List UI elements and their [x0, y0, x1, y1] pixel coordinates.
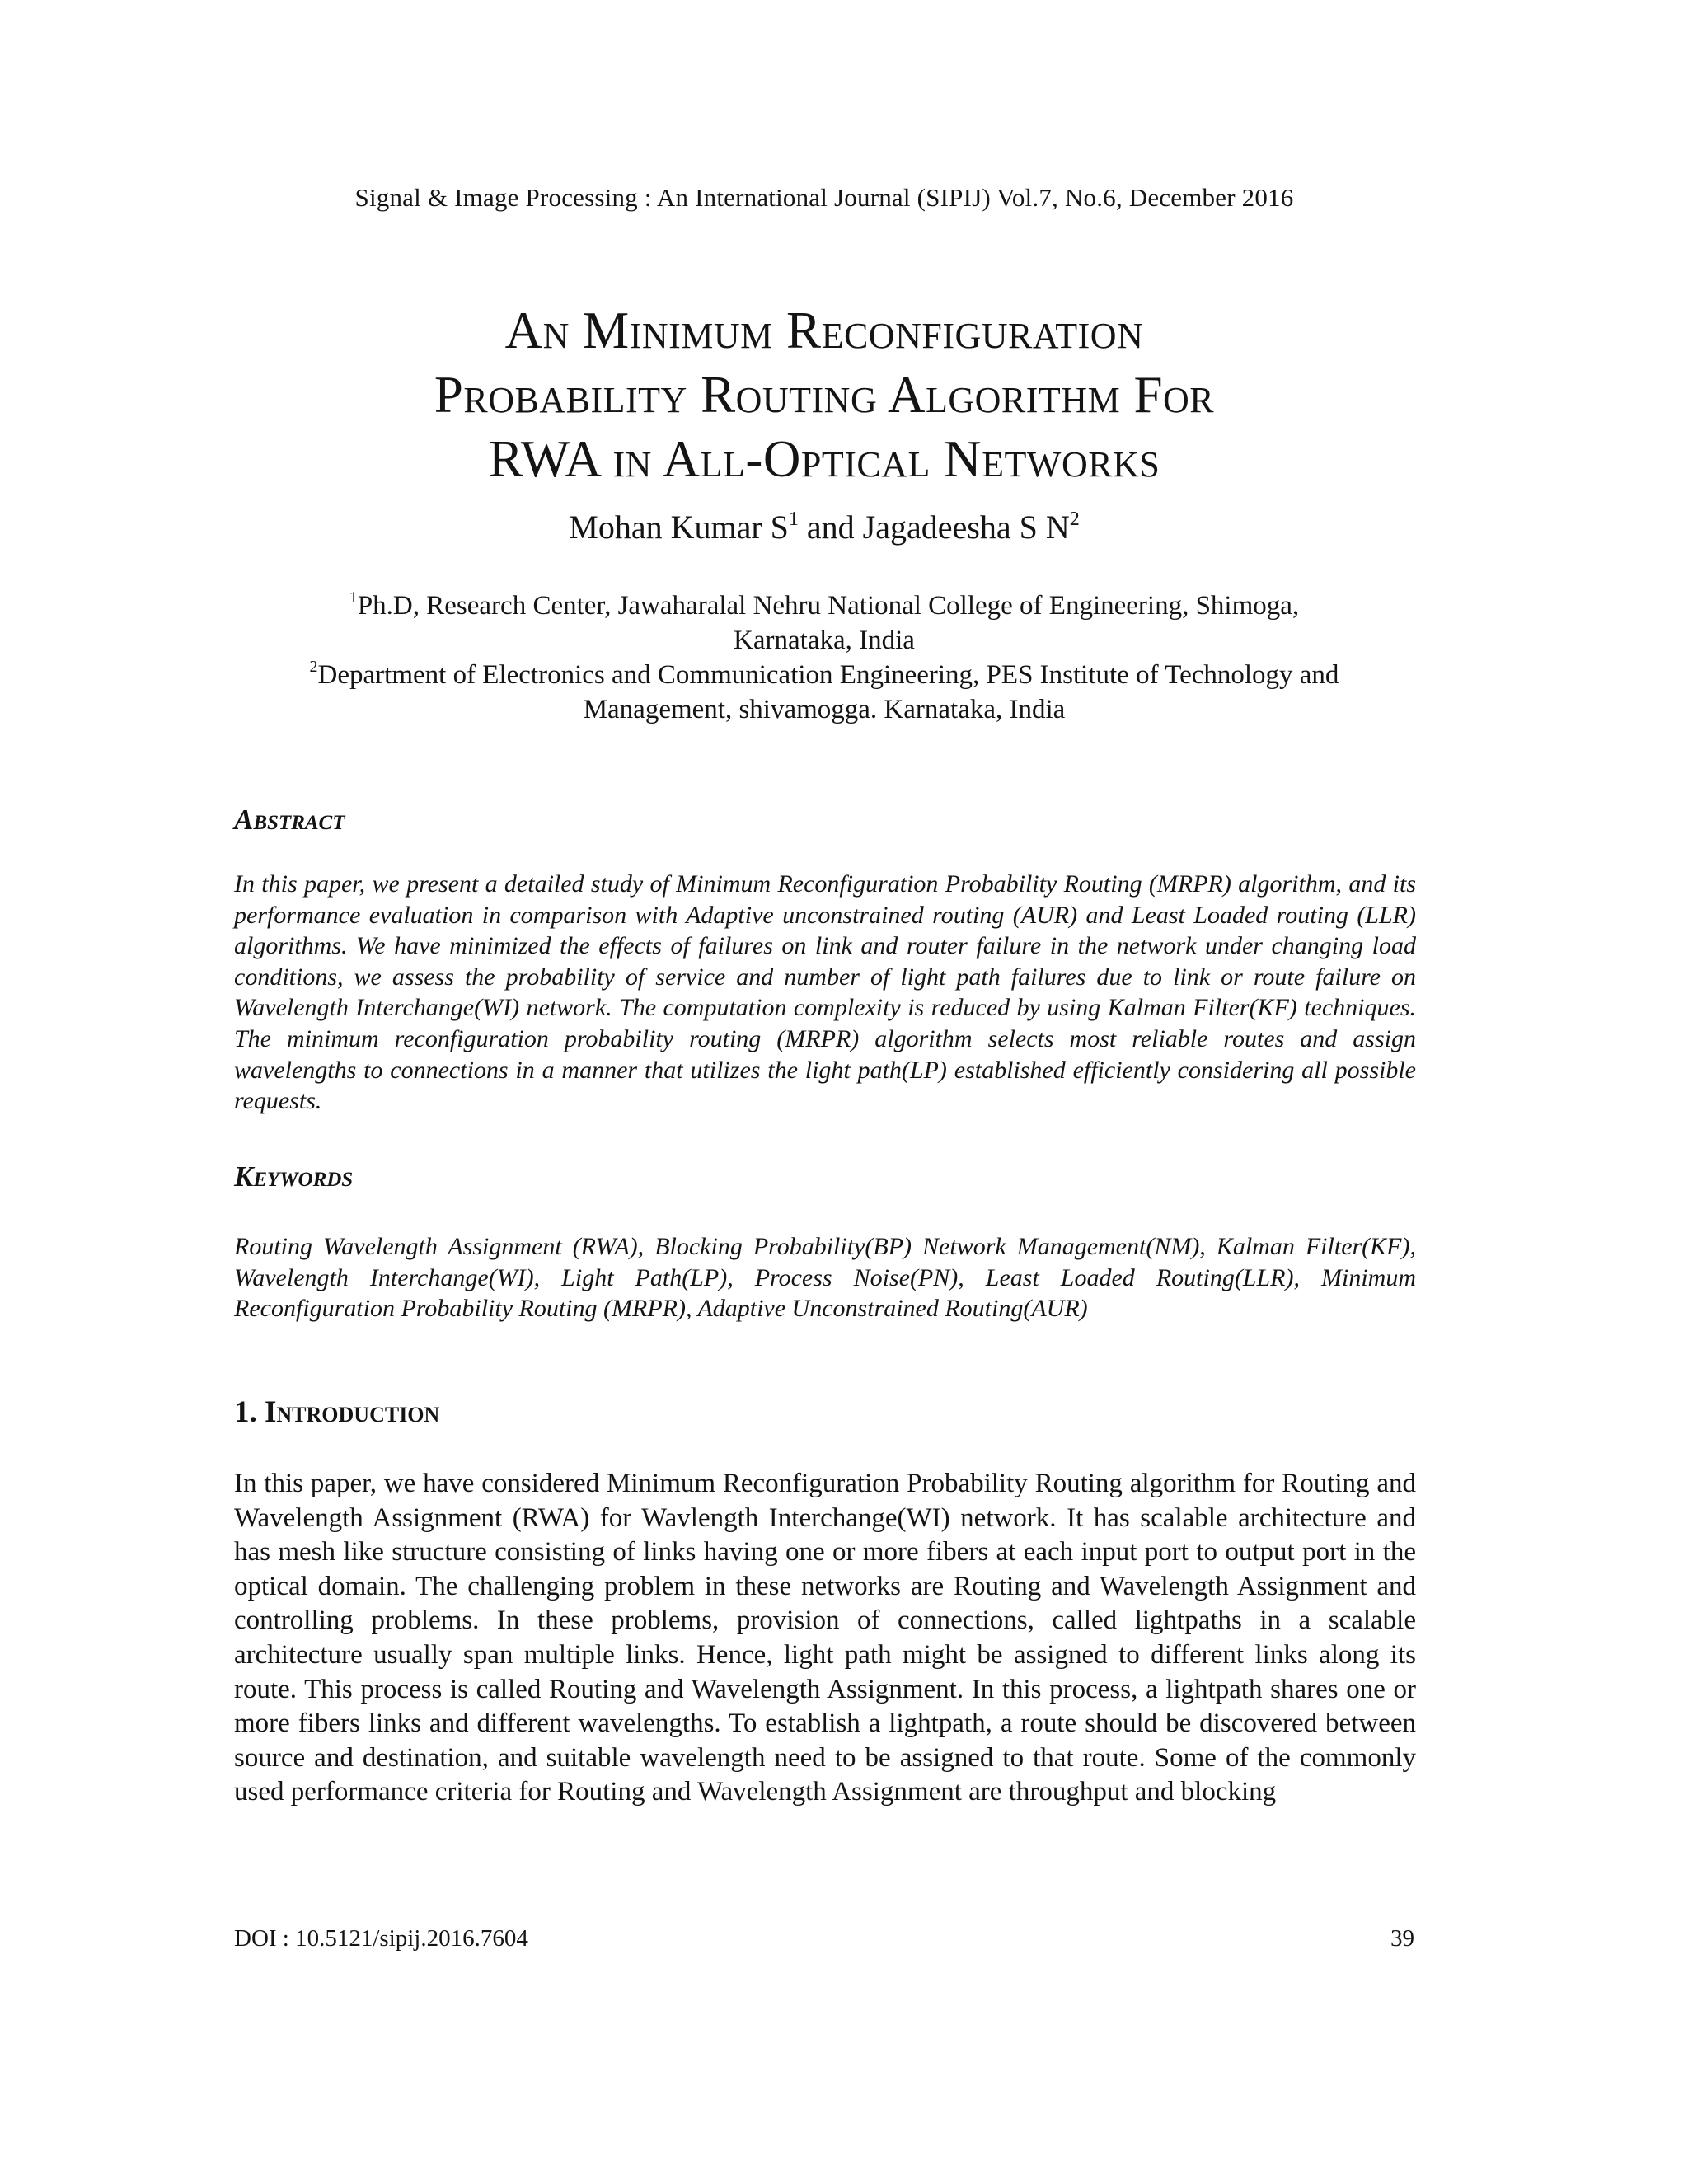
author-conjunction: and — [806, 509, 855, 546]
author-2-name: Jagadeesha S N — [862, 509, 1070, 546]
title-line-1: An Minimum Reconfiguration — [504, 302, 1144, 359]
footer-doi: DOI : 10.5121/sipij.2016.7604 — [234, 1925, 528, 1952]
running-header: Signal & Image Processing : An International Journal (SIPIJ) Vol.7, No.6, December 2016 — [354, 183, 1294, 212]
affiliation-2-marker: 2 — [309, 658, 318, 676]
abstract-heading: Abstract — [234, 804, 345, 836]
affiliations — [198, 588, 1451, 727]
author-1-name: Mohan Kumar S — [569, 509, 789, 546]
affiliation-1-line-2: Karnataka, India — [734, 626, 915, 655]
page-number: 39 — [1390, 1925, 1414, 1952]
affiliation-1-line-1: Ph.D, Research Center, Jawaharalal Nehru National College of Engineering, Shimoga, — [357, 591, 1300, 621]
affiliation-2-line-2: Management, shivamogga. Karnataka, India — [583, 695, 1066, 724]
paper-title — [165, 298, 1484, 491]
affiliation-1-marker: 1 — [349, 588, 358, 607]
author-2-marker: 2 — [1069, 509, 1080, 530]
author-1-marker: 1 — [788, 509, 799, 530]
affiliation-1 — [198, 588, 1451, 623]
title-line-3: RWA in All-Optical Networks — [488, 430, 1160, 488]
author-list — [0, 508, 1648, 546]
keywords-text: Routing Wavelength Assignment (RWA), Blocking Probability(BP) Network Management(NM), Kalman Filter(KF), Wavelength Interchange(WI), Light Path(LP), Process Noise(PN), Least Loaded Routing(LLR), Minimum Reconfiguration Probability Routing (MRPR), Adaptive Unconstrained Routing(AUR) — [234, 1233, 1416, 1323]
affiliation-2 — [198, 658, 1451, 692]
keywords-heading: Keywords — [234, 1160, 354, 1193]
introduction-text: In this paper, we have considered Minimum Reconfiguration Probability Routing algorithm for Routing and Wavelength Assignment (RWA) for Wavlength Interchange(WI) network. It has scalable architecture and has mesh like structure consisting of links having one or more fibers at each input port to output port in the optical domain. The challenging problem in these networks are Routing and Wavelength Assignment and controlling problems. In these problems, provision of connections, called lightpaths in a scalable architecture usually span multiple links. Hence, light path might be assigned to different links along its route. This process is called Routing and Wavelength Assignment. In this process, a lightpath shares one or more fibers links and different wavelengths. To establish a lightpath, a route should be discovered between source and destination, and suitable wavelength need to be assigned to that route. Some of the commonly used performance criteria for Routing and Wavelength Assignment are throughput and blocking — [234, 1469, 1416, 1807]
title-line-2: Probability Routing Algorithm For — [434, 366, 1215, 424]
affiliation-2-line-1: Department of Electronics and Communication Engineering, PES Institute of Technology and — [317, 660, 1339, 690]
abstract-text: In this paper, we present a detailed study of Minimum Reconfiguration Probability Routing (MRPR) algorithm, and its performance evaluation in comparison with Adaptive unconstrained routing (AUR) and Least Loaded routing (LLR) algorithms. We have minimized the effects of failures on link and router failure in the network under changing load conditions, we assess the probability of service and number of light path failures due to link or route failure on Wavelength Interchange(WI) network. The computation complexity is reduced by using Kalman Filter(KF) techniques. The minimum reconfiguration probability routing (MRPR) algorithm selects most reliable routes and assign wavelengths to connections in a manner that utilizes the light path(LP) established efficiently considering all possible requests. — [234, 870, 1416, 1115]
introduction-heading: 1. Introduction — [234, 1395, 440, 1429]
